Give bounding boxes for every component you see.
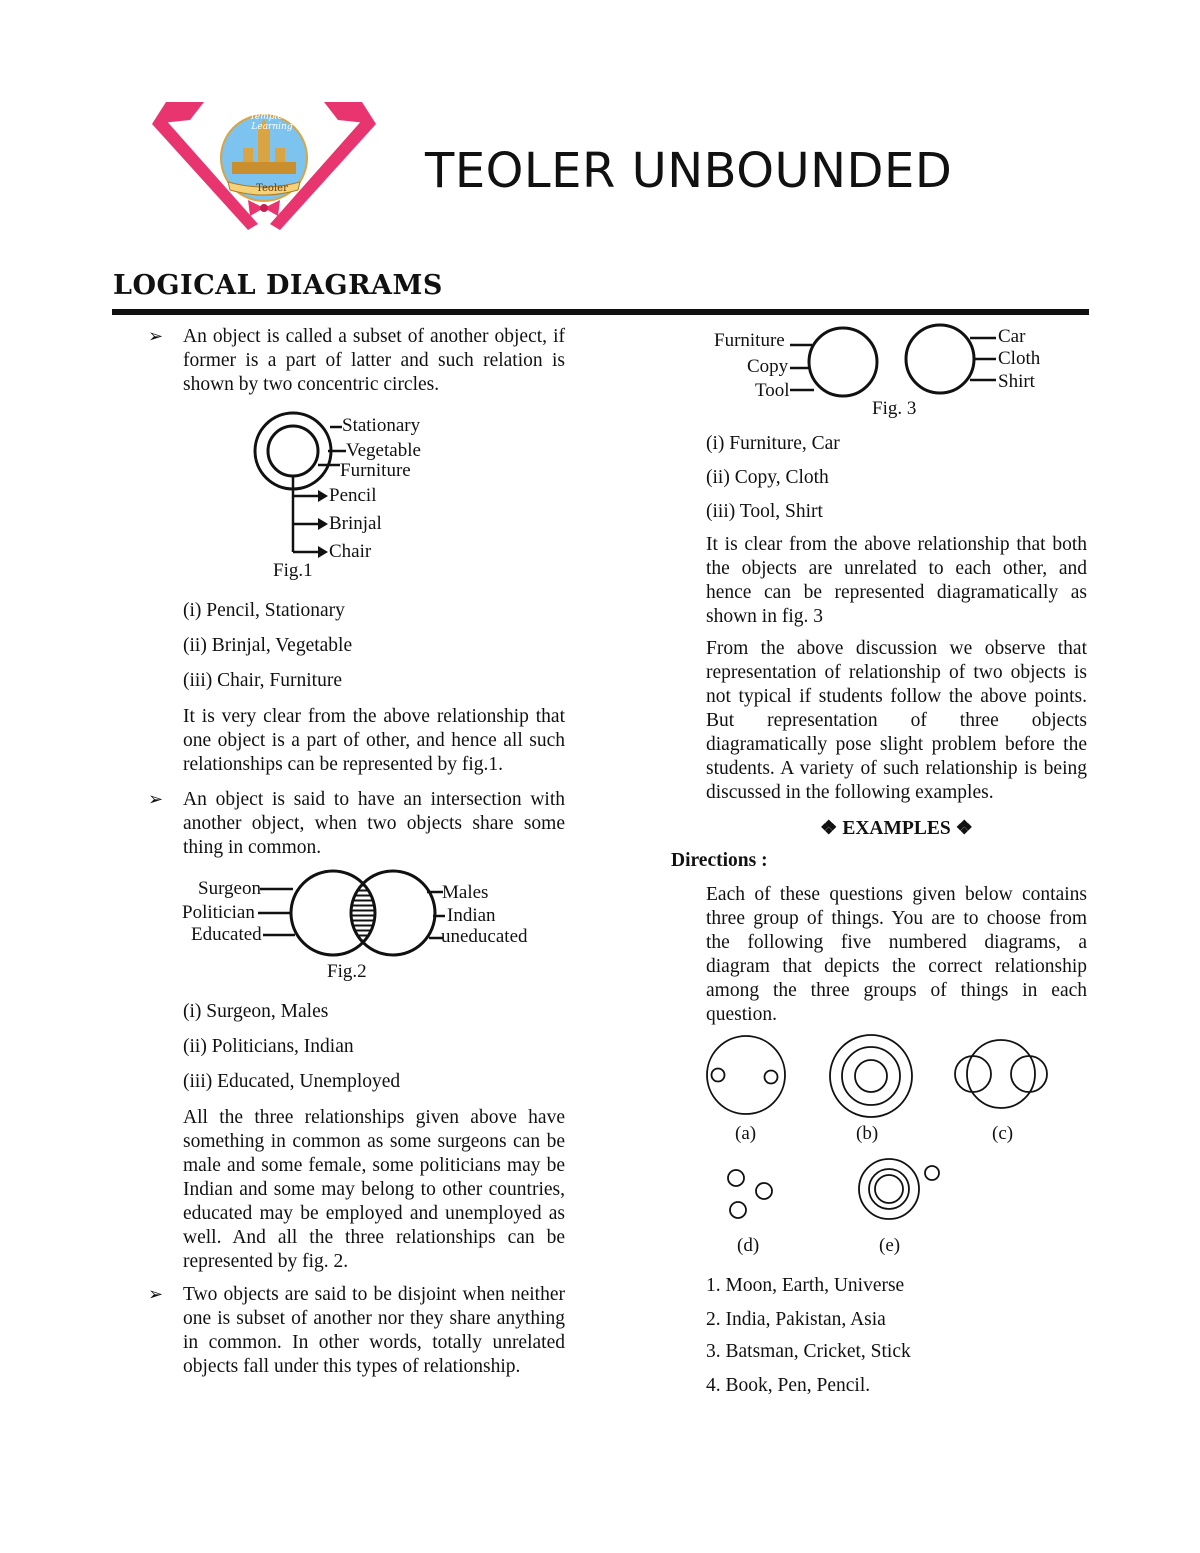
intersection-paragraph: An object is said to have an intersection with another object, when two objects share some thing in common. — [183, 789, 565, 858]
question-2: 2. India, Pakistan, Asia — [706, 1309, 886, 1330]
fig3-label-copy: Copy — [747, 356, 789, 377]
intersection-conclusion: All the three relationships given above have something in common as some surgeons can be male and some female, some politicians may be Indian and some may belong to other countries, educated may be employed and unemployed as well. And all the three relationships can be represented by fig. 2. — [183, 1107, 565, 1272]
intersection-item-1: (i) Surgeon, Males — [183, 1001, 329, 1022]
fig2-intersection-diagram — [255, 868, 445, 958]
fig3-caption: Fig. 3 — [872, 398, 917, 419]
directions-label: Directions : — [671, 850, 768, 871]
diagram-c-label: (c) — [992, 1123, 1014, 1144]
fig1-caption: Fig.1 — [273, 560, 313, 581]
intersection-item-3: (iii) Educated, Unemployed — [183, 1071, 401, 1092]
section-divider — [112, 309, 1089, 315]
subset-item-2: (ii) Brinjal, Vegetable — [183, 635, 353, 656]
diagram-e-label: (e) — [879, 1235, 901, 1256]
fig1-label-stationary: Stationary — [342, 415, 421, 436]
subset-conclusion: It is very clear from the above relationship that one object is a part of other, and hence all such relationships can be represented by fig.1. — [183, 706, 565, 775]
disjoint-item-3: (iii) Tool, Shirt — [706, 501, 823, 522]
brand-title: TEOLER UNBOUNDED — [425, 143, 953, 199]
diagram-b — [825, 1030, 920, 1125]
diagram-d-label: (d) — [737, 1235, 760, 1256]
disjoint-paragraph: Two objects are said to be disjoint when neither one is subset of another nor they share anything in common. In other words, totally unrelated objects fall under this types of relationship. — [183, 1284, 565, 1377]
fig1-label-pencil: Pencil — [329, 485, 377, 506]
fig3-label-tool: Tool — [755, 380, 790, 401]
fig3-label-furniture: Furniture — [714, 330, 785, 351]
fig2-label-educated: Educated — [191, 924, 262, 945]
fig3-disjoint-diagram — [790, 322, 1010, 402]
logo-text-bottom: Teoler — [256, 183, 288, 194]
diagram-a-label: (a) — [735, 1123, 757, 1144]
disjoint-conclusion: It is clear from the above relationship that both the objects are unrelated to each other, and hence can be represented diagramatically as shown in fig. 3 — [706, 534, 1087, 627]
arrow-bullet-icon: ➢ — [148, 1284, 164, 1304]
fig2-label-uneducated: uneducated — [441, 926, 528, 947]
question-3: 3. Batsman, Cricket, Stick — [706, 1341, 911, 1362]
fig2-label-males: Males — [442, 882, 489, 903]
subset-item-1: (i) Pencil, Stationary — [183, 600, 345, 621]
fig1-label-vegetable: Vegetable — [346, 440, 421, 461]
disjoint-item-1: (i) Furniture, Car — [706, 433, 840, 454]
fig2-caption: Fig.2 — [327, 961, 367, 982]
subset-item-3: (iii) Chair, Furniture — [183, 670, 342, 691]
question-4: 4. Book, Pen, Pencil. — [706, 1375, 871, 1396]
intersection-item-2: (ii) Politicians, Indian — [183, 1036, 354, 1057]
section-title: LOGICAL DIAGRAMS — [113, 270, 443, 301]
diagram-a — [700, 1030, 795, 1120]
fig2-label-politician: Politician — [182, 902, 255, 923]
disjoint-item-2: (ii) Copy, Cloth — [706, 467, 829, 488]
fig1-label-chair: Chair — [329, 541, 372, 562]
discussion-paragraph: From the above discussion we observe that representation of relationship of two objects is not typical if students follow the above points. But representation of three objects diagramatically pose slight problem before the students. A variety of such relationship is being discussed in the following examples. — [706, 638, 1087, 803]
diagram-c — [950, 1040, 1055, 1110]
directions-paragraph: Each of these questions given below contains three group of things. You are to choose from the following five numbered diagrams, a diagram that depicts the correct relationship among the three groups of things in each question. — [706, 884, 1087, 1025]
arrow-bullet-icon: ➢ — [148, 789, 164, 809]
arrow-bullet-icon: ➢ — [148, 326, 164, 346]
question-1: 1. Moon, Earth, Universe — [706, 1275, 905, 1296]
examples-heading: ❖ EXAMPLES ❖ — [819, 818, 974, 839]
diagram-b-label: (b) — [856, 1123, 879, 1144]
fig3-label-car: Car — [998, 326, 1026, 347]
subset-paragraph: An object is called a subset of another object, if former is a part of latter and such relation is shown by two concentric circles. — [183, 326, 565, 395]
diagram-d — [720, 1160, 785, 1225]
fig1-label-brinjal: Brinjal — [329, 513, 382, 534]
fig1-label-furniture: Furniture — [340, 460, 411, 481]
fig3-label-shirt: Shirt — [998, 371, 1035, 392]
fig2-label-indian: Indian — [447, 905, 496, 926]
fig3-label-cloth: Cloth — [998, 348, 1041, 369]
logo-text-top: Temple of Learning — [249, 112, 295, 132]
diagram-e — [855, 1155, 945, 1225]
fig2-label-surgeon: Surgeon — [198, 878, 261, 899]
